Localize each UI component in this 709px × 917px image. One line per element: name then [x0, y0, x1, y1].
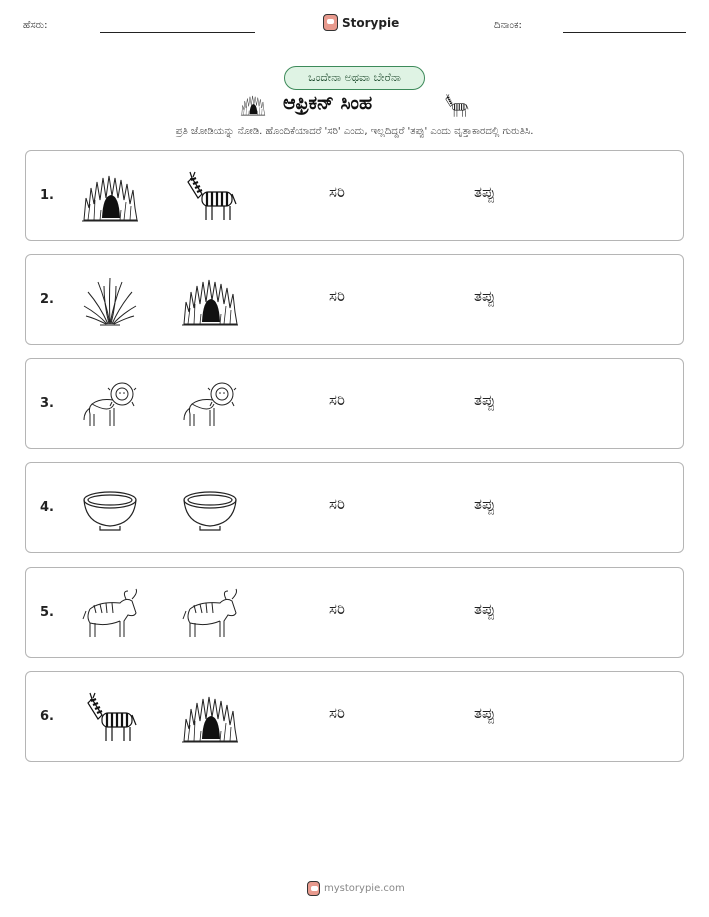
bowl-icon	[180, 482, 240, 536]
worksheet-header	[0, 14, 709, 38]
option-false[interactable]: ತಪ್ಪು	[474, 287, 496, 305]
brand-name: Storypie	[342, 15, 400, 30]
option-true[interactable]: ಸರಿ	[329, 704, 345, 722]
option-false[interactable]: ತಪ್ಪು	[474, 704, 496, 722]
exercise-row	[25, 150, 684, 241]
cave-icon	[180, 274, 240, 328]
footer-url[interactable]: mystorypie.com	[324, 883, 405, 894]
grass-icon	[80, 274, 140, 328]
name-line[interactable]	[100, 32, 255, 33]
bowl-icon	[80, 482, 140, 536]
exercise-row	[25, 671, 684, 762]
date-label: ದಿನಾಂಕ:	[494, 20, 522, 31]
wildebeest-icon	[80, 587, 140, 641]
cave-icon	[80, 170, 140, 224]
option-false[interactable]: ತಪ್ಪು	[474, 495, 496, 513]
title-row	[0, 90, 709, 120]
footer	[307, 881, 405, 896]
row-number: 4.	[40, 500, 54, 515]
lion-icon	[80, 378, 140, 432]
option-false[interactable]: ತಪ್ಪು	[474, 183, 496, 201]
zebra-icon	[442, 93, 470, 119]
storypie-logo-icon	[323, 14, 338, 31]
exercise-row	[25, 358, 684, 449]
exercise-row	[25, 567, 684, 658]
row-number: 2.	[40, 292, 54, 307]
option-true[interactable]: ಸರಿ	[329, 183, 345, 201]
row-number: 1.	[40, 188, 54, 203]
date-line[interactable]	[563, 32, 686, 33]
instructions: ಪ್ರತಿ ಜೋಡಿಯನ್ನು ನೋಡಿ. ಹೊಂದಿಕೆಯಾದರೆ 'ಸರಿ' ಎಂದು, ಇಲ್ಲದಿದ್ದರೆ 'ತಪ್ಪು' ಎಂದು ವೃತ್ತಾಕಾರದಲ್ಲಿ ಗುರುತಿಸಿ.	[175, 126, 534, 137]
row-number: 6.	[40, 709, 54, 724]
page-title: ಆಫ್ರಿಕನ್ ಸಿಂಹ	[283, 92, 373, 114]
option-true[interactable]: ಸರಿ	[329, 391, 345, 409]
zebra-icon	[80, 691, 140, 745]
cave-icon	[180, 691, 240, 745]
row-number: 3.	[40, 396, 54, 411]
lion-icon	[180, 378, 240, 432]
option-false[interactable]: ತಪ್ಪು	[474, 600, 496, 618]
brand-logo	[323, 14, 399, 31]
option-true[interactable]: ಸರಿ	[329, 495, 345, 513]
exercise-row	[25, 254, 684, 345]
storypie-logo-icon	[307, 881, 320, 896]
row-number: 5.	[40, 605, 54, 620]
option-true[interactable]: ಸರಿ	[329, 287, 345, 305]
zebra-icon	[180, 170, 240, 224]
option-true[interactable]: ಸರಿ	[329, 600, 345, 618]
cave-icon	[240, 93, 266, 117]
activity-badge: ಒಂದೇನಾ ಅಥವಾ ಬೇರೆನಾ	[284, 66, 425, 90]
name-label: ಹೆಸರು:	[23, 20, 48, 31]
exercise-row	[25, 462, 684, 553]
wildebeest-icon	[180, 587, 240, 641]
option-false[interactable]: ತಪ್ಪು	[474, 391, 496, 409]
